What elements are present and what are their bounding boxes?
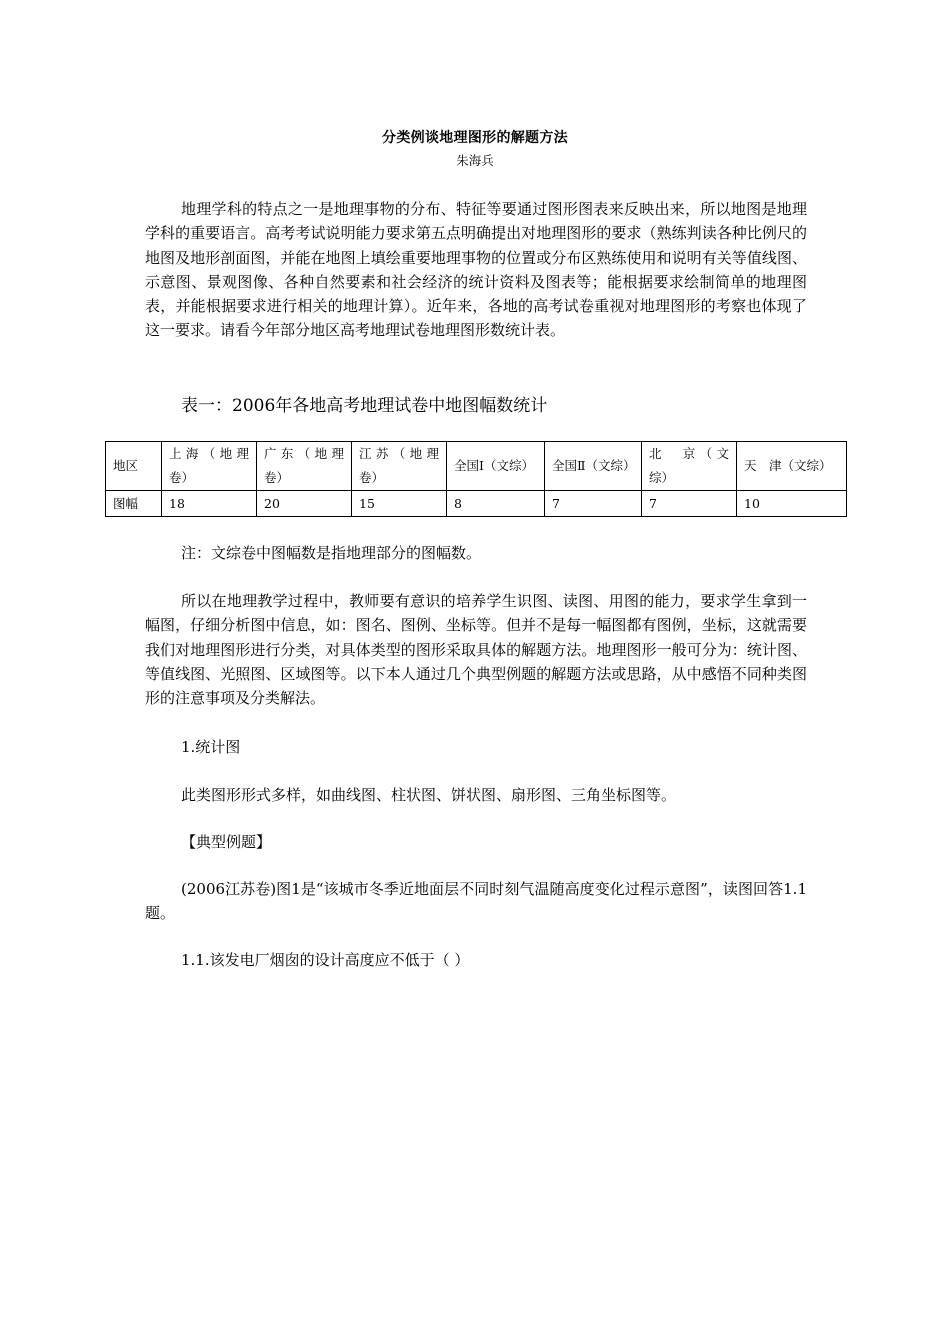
table-header-cell: 江苏（地理卷） — [352, 442, 447, 491]
table-cell: 10 — [737, 491, 847, 517]
table-cell: 18 — [162, 491, 257, 517]
table-header-cell: 北 京（文综） — [642, 442, 737, 491]
intro-paragraph: 地理学科的特点之一是地理事物的分布、特征等要通过图形图表来反映出来，所以地图是地理学科的重要语言。高考考试说明能力要求第五点明确提出对地理图形的要求（熟练判读各种比例尺的地图及地形剖面图，并能在地图上填绘重要地理事物的位置或分布区熟练使用和说明有关等值线图、示意图、景观图像、各种自然要素和社会经济的统计资料及图表等；能根据要求绘制简单的地理图表，并能根据要求进行相关的地理计算）。近年来，各地的高考试卷重视对地理图形的考察也体现了这一要求。请看今年部分地区高考地理试卷地理图形数统计表。 — [145, 200, 807, 340]
table-cell: 20 — [257, 491, 352, 517]
table-header-cell: 上海（地理卷） — [162, 442, 257, 491]
table-header-cell: 天 津（文综） — [737, 442, 847, 491]
table-header-row — [106, 442, 847, 491]
table-cell: 15 — [352, 491, 447, 517]
table-header-cell: 全国Ⅰ（文综） — [447, 442, 545, 491]
section-heading: 1.统计图 — [181, 738, 241, 756]
table-cell: 图幅 — [106, 491, 162, 517]
table-header-cell: 广东（地理卷） — [257, 442, 352, 491]
table-caption: 表一：2006年各地高考地理试卷中地图幅数统计 — [181, 396, 548, 416]
table-cell: 7 — [642, 491, 737, 517]
table-row — [106, 491, 847, 517]
statistics-table — [105, 441, 847, 517]
section-text: 此类图形形式多样，如曲线图、柱状图、饼状图、扇形图、三角坐标图等。 — [181, 786, 677, 804]
document-author: 朱海兵 — [456, 153, 494, 168]
teaching-paragraph: 所以在地理教学过程中，教师要有意识的培养学生识图、读图、用图的能力，要求学生拿到一幅图，仔细分析图中信息，如：图名、图例、坐标等。但并不是每一幅图都有图例，坐标，这就需要我们对地理图形进行分类，对具体类型的图形采取具体的解题方法。地理图形一般可分为：统计图、等值线图、光照图、区域图等。以下本人通过几个典型例题的解题方法或思路，从中感悟不同种类图形的注意事项及分类解法。 — [145, 592, 807, 708]
example-paragraph: (2006江苏卷)图1是“该城市冬季近地面层不同时刻气温随高度变化过程示意图”，读图回答1.1题。 — [145, 880, 807, 923]
document-title: 分类例谈地理图形的解题方法 — [382, 130, 568, 146]
table-note: 注：文综卷中图幅数是指地理部分的图幅数。 — [181, 544, 482, 562]
table-cell: 8 — [447, 491, 545, 517]
question-text: 1.1.该发电厂烟囱的设计高度应不低于（ ） — [181, 951, 470, 969]
table-cell: 7 — [545, 491, 642, 517]
table-header-cell: 地区 — [106, 442, 162, 491]
example-heading: 【典型例题】 — [181, 833, 272, 851]
table-header-cell: 全国Ⅱ（文综） — [545, 442, 642, 491]
